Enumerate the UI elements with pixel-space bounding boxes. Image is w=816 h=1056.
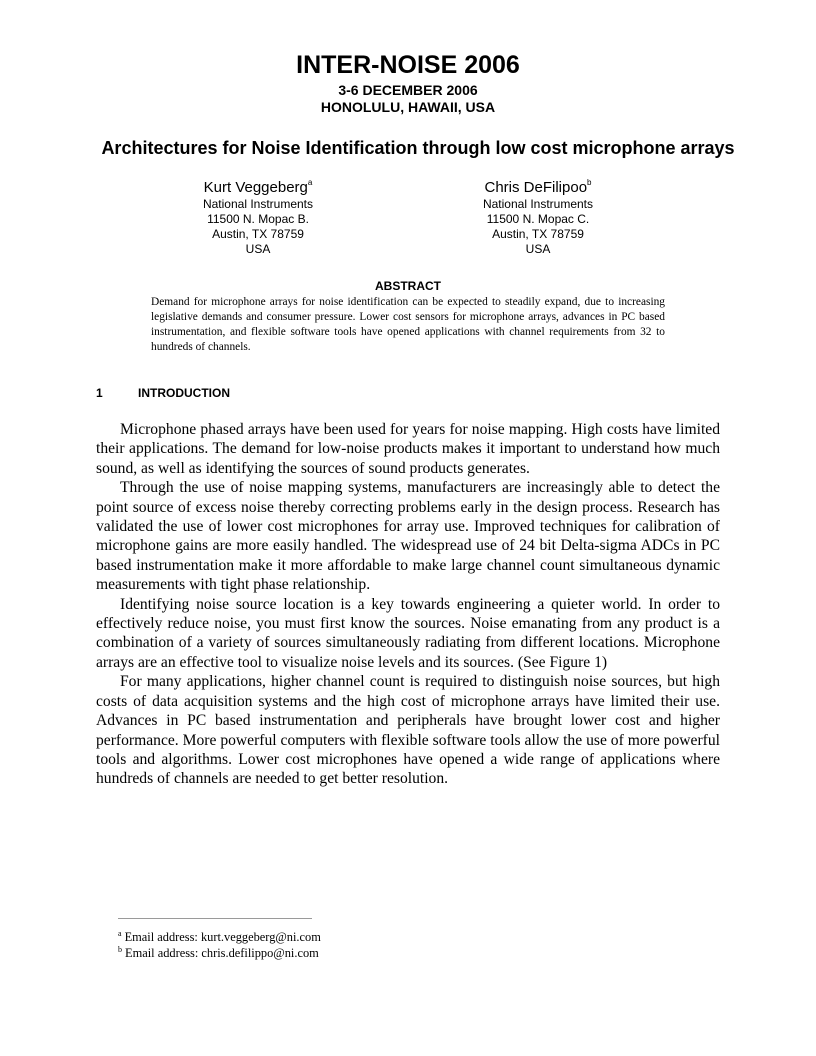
abstract-text: Demand for microphone arrays for noise identification can be expected to steadily expand, due to increasing legislative demands and consumer pressure. Lower cost sensors for microphone arrays, advances in PC based instrumentation, and flexible software tools have opened applications with channel requirements from 32 to hundreds of channels. [151, 296, 665, 353]
author-country-1: USA [245, 242, 271, 256]
author-block-1 [138, 178, 378, 257]
author-city-1: Austin, TX 78759 [212, 227, 304, 241]
section-heading [96, 386, 230, 400]
author-name-1: Kurt Veggeberg$^a$ [203, 178, 313, 196]
conference-title: INTER-NOISE 2006 [296, 51, 520, 79]
author-affiliation-2: National Instruments [482, 197, 594, 211]
section-title: INTRODUCTION [138, 386, 230, 400]
paragraph: For many applications, higher channel count is required to distinguish noise sources, but high costs of data acquisition systems and the high cost of microphone arrays have limited their use. Advances in PC based instrumentation and peripherals have brought lower cost and higher performance. More powerful computers with flexible software tools allow the use of more powerful tools and algorithms. Lower cost microphones have opened a wide range of applications where hundreds of channels are needed to get better resolution. [96, 673, 720, 788]
footnote-text-1: Email address: kurt.veggeberg@ni.com [124, 930, 321, 944]
section-number: 1 [96, 386, 103, 400]
paragraph: Microphone phased arrays have been used for years for noise mapping. High costs have limited their applications. The demand for low-noise products makes it important to understand how much sound, as well as identifying the sources of sound products generates. [96, 421, 720, 477]
author-country-2: USA [525, 242, 551, 256]
footnote-2 [118, 945, 518, 961]
footnote-mark-1: a [118, 929, 122, 938]
conference-dates: 3-6 DECEMBER 2006 [338, 82, 478, 98]
paragraph: Identifying noise source location is a key towards engineering a quieter world. In order to effectively reduce noise, you must first know the sources. Noise emanating from any product is a combination of a variety of sources simultaneously radiating from different locations. Microphone arrays are an effective tool to visualize noise levels and its sources. (See Figure 1) [96, 595, 720, 671]
footnote-text-2: Email address: chris.defilippo@ni.com [125, 946, 319, 960]
paper-title: Architectures for Noise Identification through low cost microphone arrays [101, 138, 735, 158]
conference-location: HONOLULU, HAWAII, USA [320, 99, 496, 115]
footnote-divider [118, 918, 312, 919]
author-city-2: Austin, TX 78759 [492, 227, 584, 241]
footnote-1 [118, 929, 518, 945]
author-footnote-mark-1: a [307, 178, 313, 187]
author-affiliation-1: National Instruments [202, 197, 314, 211]
author-footnote-mark-2: b [587, 178, 592, 187]
abstract-heading: ABSTRACT [375, 279, 441, 293]
paragraph: Through the use of noise mapping systems, manufacturers are increasingly able to detect the point source of excess noise thereby correcting problems early in the design process. Research has validated the use of lower cost microphones for array use. Improved techniques for calibration of microphone gains are more easily handled. The widespread use of 24 bit Delta-sigma ADCs in PC based instrumentation make it more affordable to make large channel count simultaneous dynamic measurements with tight phase relationship. [96, 479, 720, 594]
footnotes [118, 929, 518, 961]
author-block-2 [418, 178, 658, 257]
introduction-body [96, 420, 720, 789]
author-address-2: 11500 N. Mopac C. [486, 212, 590, 226]
footnote-mark-2: b [118, 945, 122, 954]
author-name-2: Chris DeFilipoo$^b$ [484, 178, 592, 196]
author-address-1: 11500 N. Mopac B. [207, 212, 309, 226]
